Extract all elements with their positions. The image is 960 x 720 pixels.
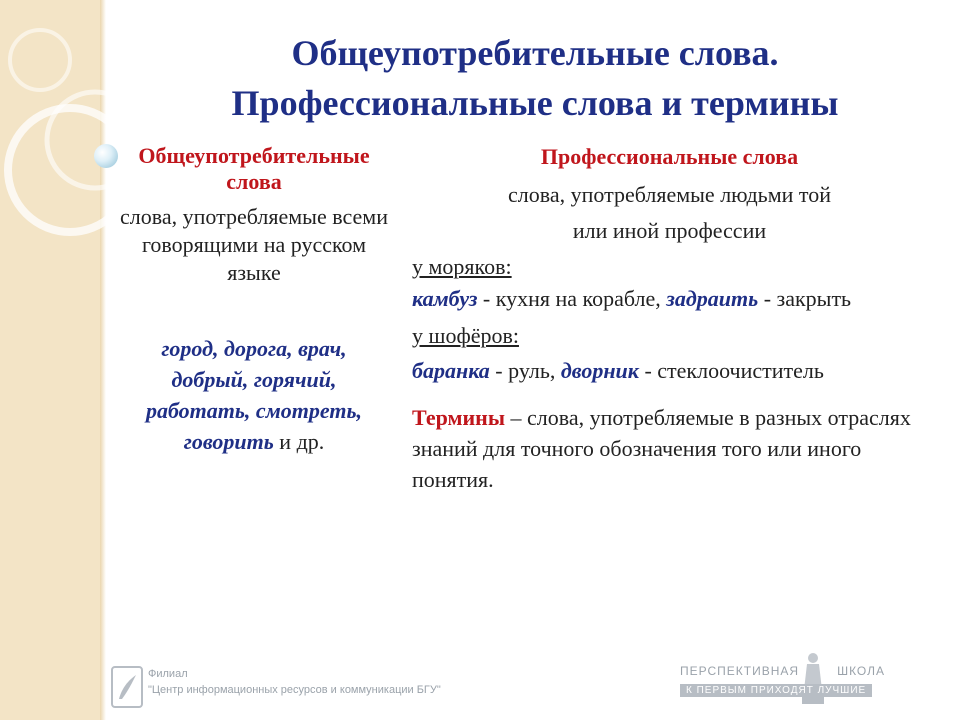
sailors-def-2: - закрыть bbox=[758, 286, 852, 311]
branch-line-2: "Центр информационных ресурсов и коммуникации БГУ" bbox=[148, 684, 441, 696]
drivers-term-1: баранка bbox=[412, 358, 490, 383]
branch-caption bbox=[148, 666, 441, 698]
decorative-stripe bbox=[0, 0, 100, 720]
terms-word: Термины bbox=[412, 405, 506, 430]
school-brand bbox=[680, 650, 920, 710]
examples-line-2: добрый, горячий, bbox=[171, 367, 337, 392]
sailors-examples bbox=[412, 286, 927, 312]
drivers-term-2: дворник bbox=[560, 358, 639, 383]
examples-last-word: говорить bbox=[183, 429, 274, 454]
professional-words-definition bbox=[412, 177, 927, 249]
common-words-examples bbox=[118, 333, 390, 457]
professional-words-column bbox=[412, 143, 927, 495]
examples-line-1: город, дорога, врач, bbox=[161, 336, 347, 361]
sailors-term-2: задраить bbox=[666, 286, 759, 311]
common-words-heading: Общеупотребительные слова bbox=[138, 143, 370, 194]
terms-definition: – слова, употребляемые в разных отраслях знаний для точного обозначения того или иного понятия. bbox=[412, 405, 911, 492]
brand-statue-icon bbox=[798, 650, 828, 706]
common-words-definition: слова, употребляемые всеми говорящими на русском языке bbox=[120, 204, 388, 285]
stripe-edge bbox=[100, 0, 106, 720]
branch-logo-icon bbox=[110, 665, 144, 709]
drivers-examples bbox=[412, 353, 927, 388]
brand-top-line bbox=[680, 664, 885, 678]
bullet-bubble-icon bbox=[94, 144, 118, 168]
drivers-def-2: - стеклоочиститель bbox=[638, 358, 824, 383]
sailors-term-1: камбуз bbox=[412, 286, 478, 311]
professional-words-heading: Профессиональные слова bbox=[540, 144, 799, 169]
examples-line-4 bbox=[118, 426, 390, 457]
terms-definition-block bbox=[412, 402, 927, 495]
common-words-column bbox=[118, 143, 390, 457]
brand-top-right: ШКОЛА bbox=[837, 664, 886, 678]
drivers-label: у шофёров: bbox=[412, 323, 519, 348]
examples-suffix: и др. bbox=[273, 429, 325, 454]
examples-line-3: работать, смотреть, bbox=[145, 398, 363, 423]
branch-line-1: Филиал bbox=[148, 668, 188, 680]
brand-top-left: ПЕРСПЕКТИВНАЯ bbox=[680, 664, 800, 678]
definition-line-2: или иной профессии bbox=[572, 218, 767, 243]
title-line-1: Общеупотребительные слова. bbox=[291, 33, 779, 73]
definition-line-1: слова, употребляемые людьми той bbox=[507, 182, 832, 207]
sailors-def-1: - кухня на корабле, bbox=[477, 286, 667, 311]
sailors-label: у моряков: bbox=[412, 254, 512, 279]
brand-bottom-line: К ПЕРВЫМ ПРИХОДЯТ ЛУЧШИЕ bbox=[680, 684, 872, 697]
drivers-def-1: - руль, bbox=[489, 358, 561, 383]
title-line-2: Профессиональные слова и термины bbox=[231, 83, 839, 123]
slide-title bbox=[110, 28, 960, 128]
